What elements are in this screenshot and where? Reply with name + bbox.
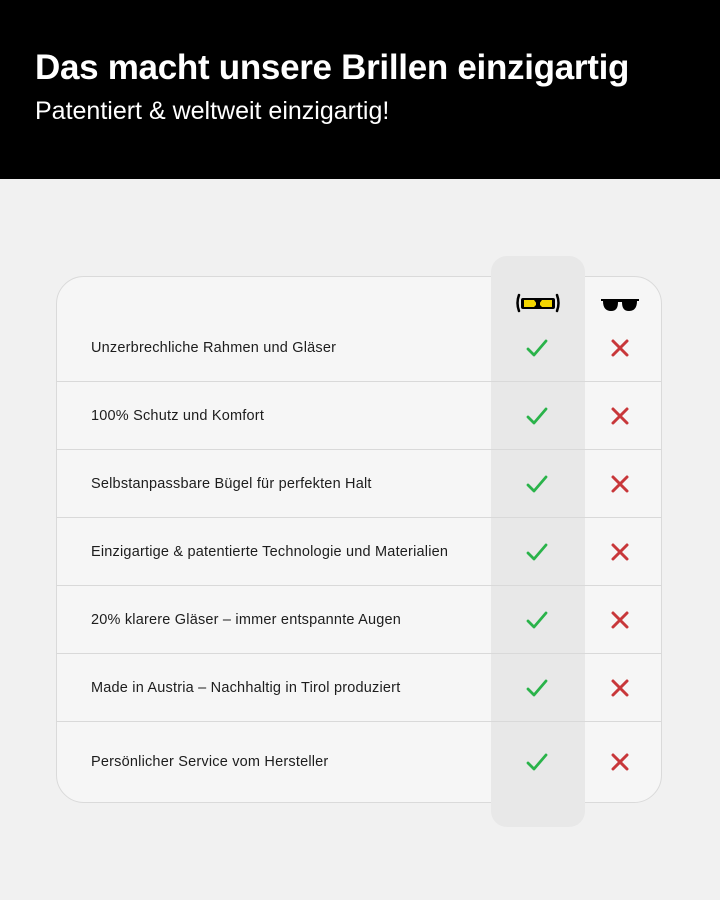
feature-row — [56, 654, 662, 722]
cross-icon — [610, 610, 630, 630]
cross-icon — [610, 474, 630, 494]
feature-label: Unzerbrechliche Rahmen und Gläser — [91, 339, 337, 356]
feature-table — [56, 314, 662, 802]
cross-icon — [610, 406, 630, 426]
header-banner — [0, 0, 720, 179]
feature-label: 100% Schutz und Komfort — [91, 407, 265, 424]
sunglasses-icon — [600, 296, 640, 314]
check-icon — [525, 404, 549, 428]
check-icon — [525, 540, 549, 564]
check-icon — [525, 608, 549, 632]
feature-row — [56, 382, 662, 450]
check-icon — [525, 472, 549, 496]
feature-label: Persönlicher Service vom Hersteller — [91, 754, 329, 770]
check-icon — [525, 750, 549, 774]
feature-row — [56, 518, 662, 586]
page-title: Das macht unsere Brillen einzigartig — [35, 48, 630, 87]
page-subtitle: Patentiert & weltweit einzigartig! — [35, 97, 390, 125]
brand-glasses-icon — [516, 293, 560, 313]
feature-row — [56, 586, 662, 654]
cross-icon — [610, 338, 630, 358]
cross-icon — [610, 542, 630, 562]
cross-icon — [610, 752, 630, 772]
cross-icon — [610, 678, 630, 698]
feature-row — [56, 722, 662, 802]
check-icon — [525, 336, 549, 360]
feature-label: Einzigartige & patentierte Technologie und Materialien — [91, 543, 449, 560]
feature-label: 20% klarere Gläser – immer entspannte Augen — [91, 611, 402, 628]
feature-label: Selbstanpassbare Bügel für perfekten Halt — [91, 475, 372, 492]
check-icon — [525, 676, 549, 700]
feature-label: Made in Austria – Nachhaltig in Tirol produziert — [91, 679, 401, 696]
feature-row — [56, 314, 662, 382]
feature-row — [56, 450, 662, 518]
